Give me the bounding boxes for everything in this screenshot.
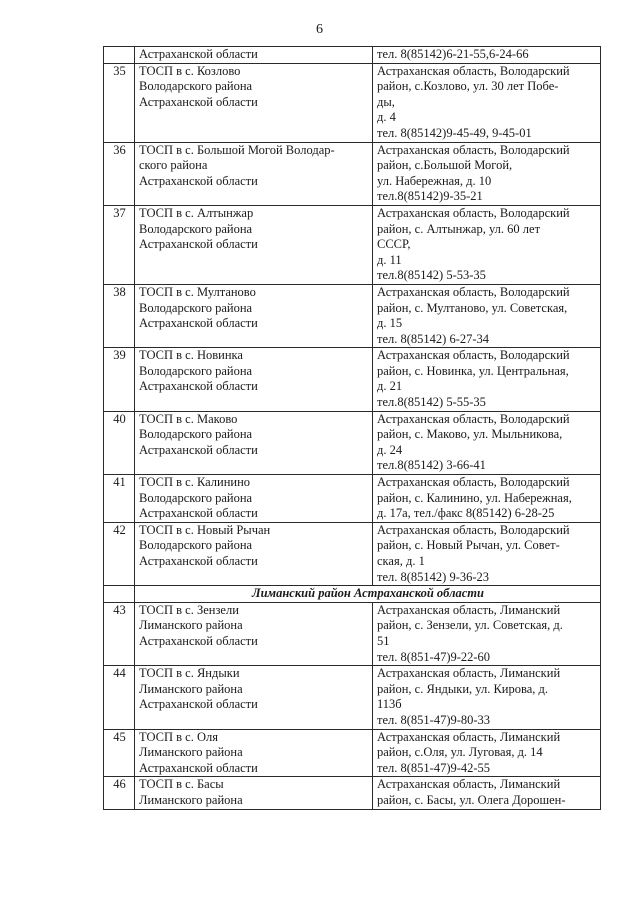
office-name: ТОСП в с. Зензели Лиманского района Астраханской области — [135, 602, 373, 665]
office-address: Астраханская область, Володарский район, с. Маково, ул. Мыльникова, д. 24 тел.8(85142) 3-66-41 — [373, 411, 601, 474]
office-address: Астраханская область, Володарский район, с.Козлово, ул. 30 лет Побе- ды, д. 4 тел. 8(85142)9-45-49, 9-45-01 — [373, 63, 601, 142]
office-address: Астраханская область, Володарский район, с. Новинка, ул. Центральная, д. 21 тел.8(85142) 5-55-35 — [373, 348, 601, 411]
office-registry-table — [103, 46, 601, 810]
row-number: 38 — [104, 284, 135, 347]
section-row — [104, 586, 601, 603]
page-number: 6 — [316, 22, 323, 37]
row-number: 41 — [104, 475, 135, 523]
office-address: Астраханская область, Лиманский район, с.Оля, ул. Луговая, д. 14 тел. 8(851-47)9-42-55 — [373, 729, 601, 777]
row-number: 36 — [104, 142, 135, 205]
row-number: 37 — [104, 205, 135, 284]
office-address: Астраханская область, Володарский район, с. Калинино, ул. Набережная, д. 17а, тел./факс 8(85142) 6-28-25 — [373, 475, 601, 523]
office-name: ТОСП в с. Яндыки Лиманского района Астраханской области — [135, 666, 373, 729]
table-row — [104, 205, 601, 284]
row-number — [104, 47, 135, 64]
office-name: Астраханской области — [135, 47, 373, 64]
office-name: ТОСП в с. Маково Володарского района Астраханской области — [135, 411, 373, 474]
section-number-cell — [104, 586, 135, 603]
table-row — [104, 284, 601, 347]
table-row-continued — [104, 47, 601, 64]
row-number: 45 — [104, 729, 135, 777]
office-address: Астраханская область, Володарский район, с.Большой Могой, ул. Набережная, д. 10 тел.8(85142)9-35-21 — [373, 142, 601, 205]
section-title: Лиманский район Астраханской области — [135, 586, 601, 603]
office-address: Астраханская область, Володарский район, с. Алтынжар, ул. 60 лет СССР, д. 11 тел.8(85142) 5-53-35 — [373, 205, 601, 284]
office-name: ТОСП в с. Калинино Володарского района Астраханской области — [135, 475, 373, 523]
row-number: 40 — [104, 411, 135, 474]
office-address: тел. 8(85142)6-21-55,6-24-66 — [373, 47, 601, 64]
row-number: 39 — [104, 348, 135, 411]
office-name: ТОСП в с. Новинка Володарского района Астраханской области — [135, 348, 373, 411]
table-row — [104, 777, 601, 809]
row-number: 42 — [104, 522, 135, 585]
table-row — [104, 348, 601, 411]
office-name: ТОСП в с. Алтынжар Володарского района Астраханской области — [135, 205, 373, 284]
row-number: 43 — [104, 602, 135, 665]
row-number: 44 — [104, 666, 135, 729]
office-address: Астраханская область, Лиманский район, с. Басы, ул. Олега Дорошен- — [373, 777, 601, 809]
office-address: Астраханская область, Лиманский район, с. Яндыки, ул. Кирова, д. 113б тел. 8(851-47)9-80-33 — [373, 666, 601, 729]
office-name: ТОСП в с. Козлово Володарского района Астраханской области — [135, 63, 373, 142]
office-name: ТОСП в с. Оля Лиманского района Астраханской области — [135, 729, 373, 777]
table-row — [104, 522, 601, 585]
table-row — [104, 142, 601, 205]
office-name: ТОСП в с. Большой Могой Володар- ского района Астраханской области — [135, 142, 373, 205]
office-address: Астраханская область, Володарский район, с. Новый Рычан, ул. Совет- ская, д. 1 тел. 8(85142) 9-36-23 — [373, 522, 601, 585]
office-name: ТОСП в с. Новый Рычан Володарского района Астраханской области — [135, 522, 373, 585]
office-name: ТОСП в с. Мултаново Володарского района Астраханской области — [135, 284, 373, 347]
table-row — [104, 729, 601, 777]
row-number: 46 — [104, 777, 135, 809]
table-row — [104, 475, 601, 523]
office-name: ТОСП в с. Басы Лиманского района — [135, 777, 373, 809]
table-row — [104, 411, 601, 474]
office-address: Астраханская область, Володарский район, с. Мултаново, ул. Советская, д. 15 тел. 8(85142) 6-27-34 — [373, 284, 601, 347]
table-row — [104, 63, 601, 142]
office-address: Астраханская область, Лиманский район, с. Зензели, ул. Советская, д. 51 тел. 8(851-47)9-22-60 — [373, 602, 601, 665]
row-number: 35 — [104, 63, 135, 142]
table-row — [104, 666, 601, 729]
table-row — [104, 602, 601, 665]
